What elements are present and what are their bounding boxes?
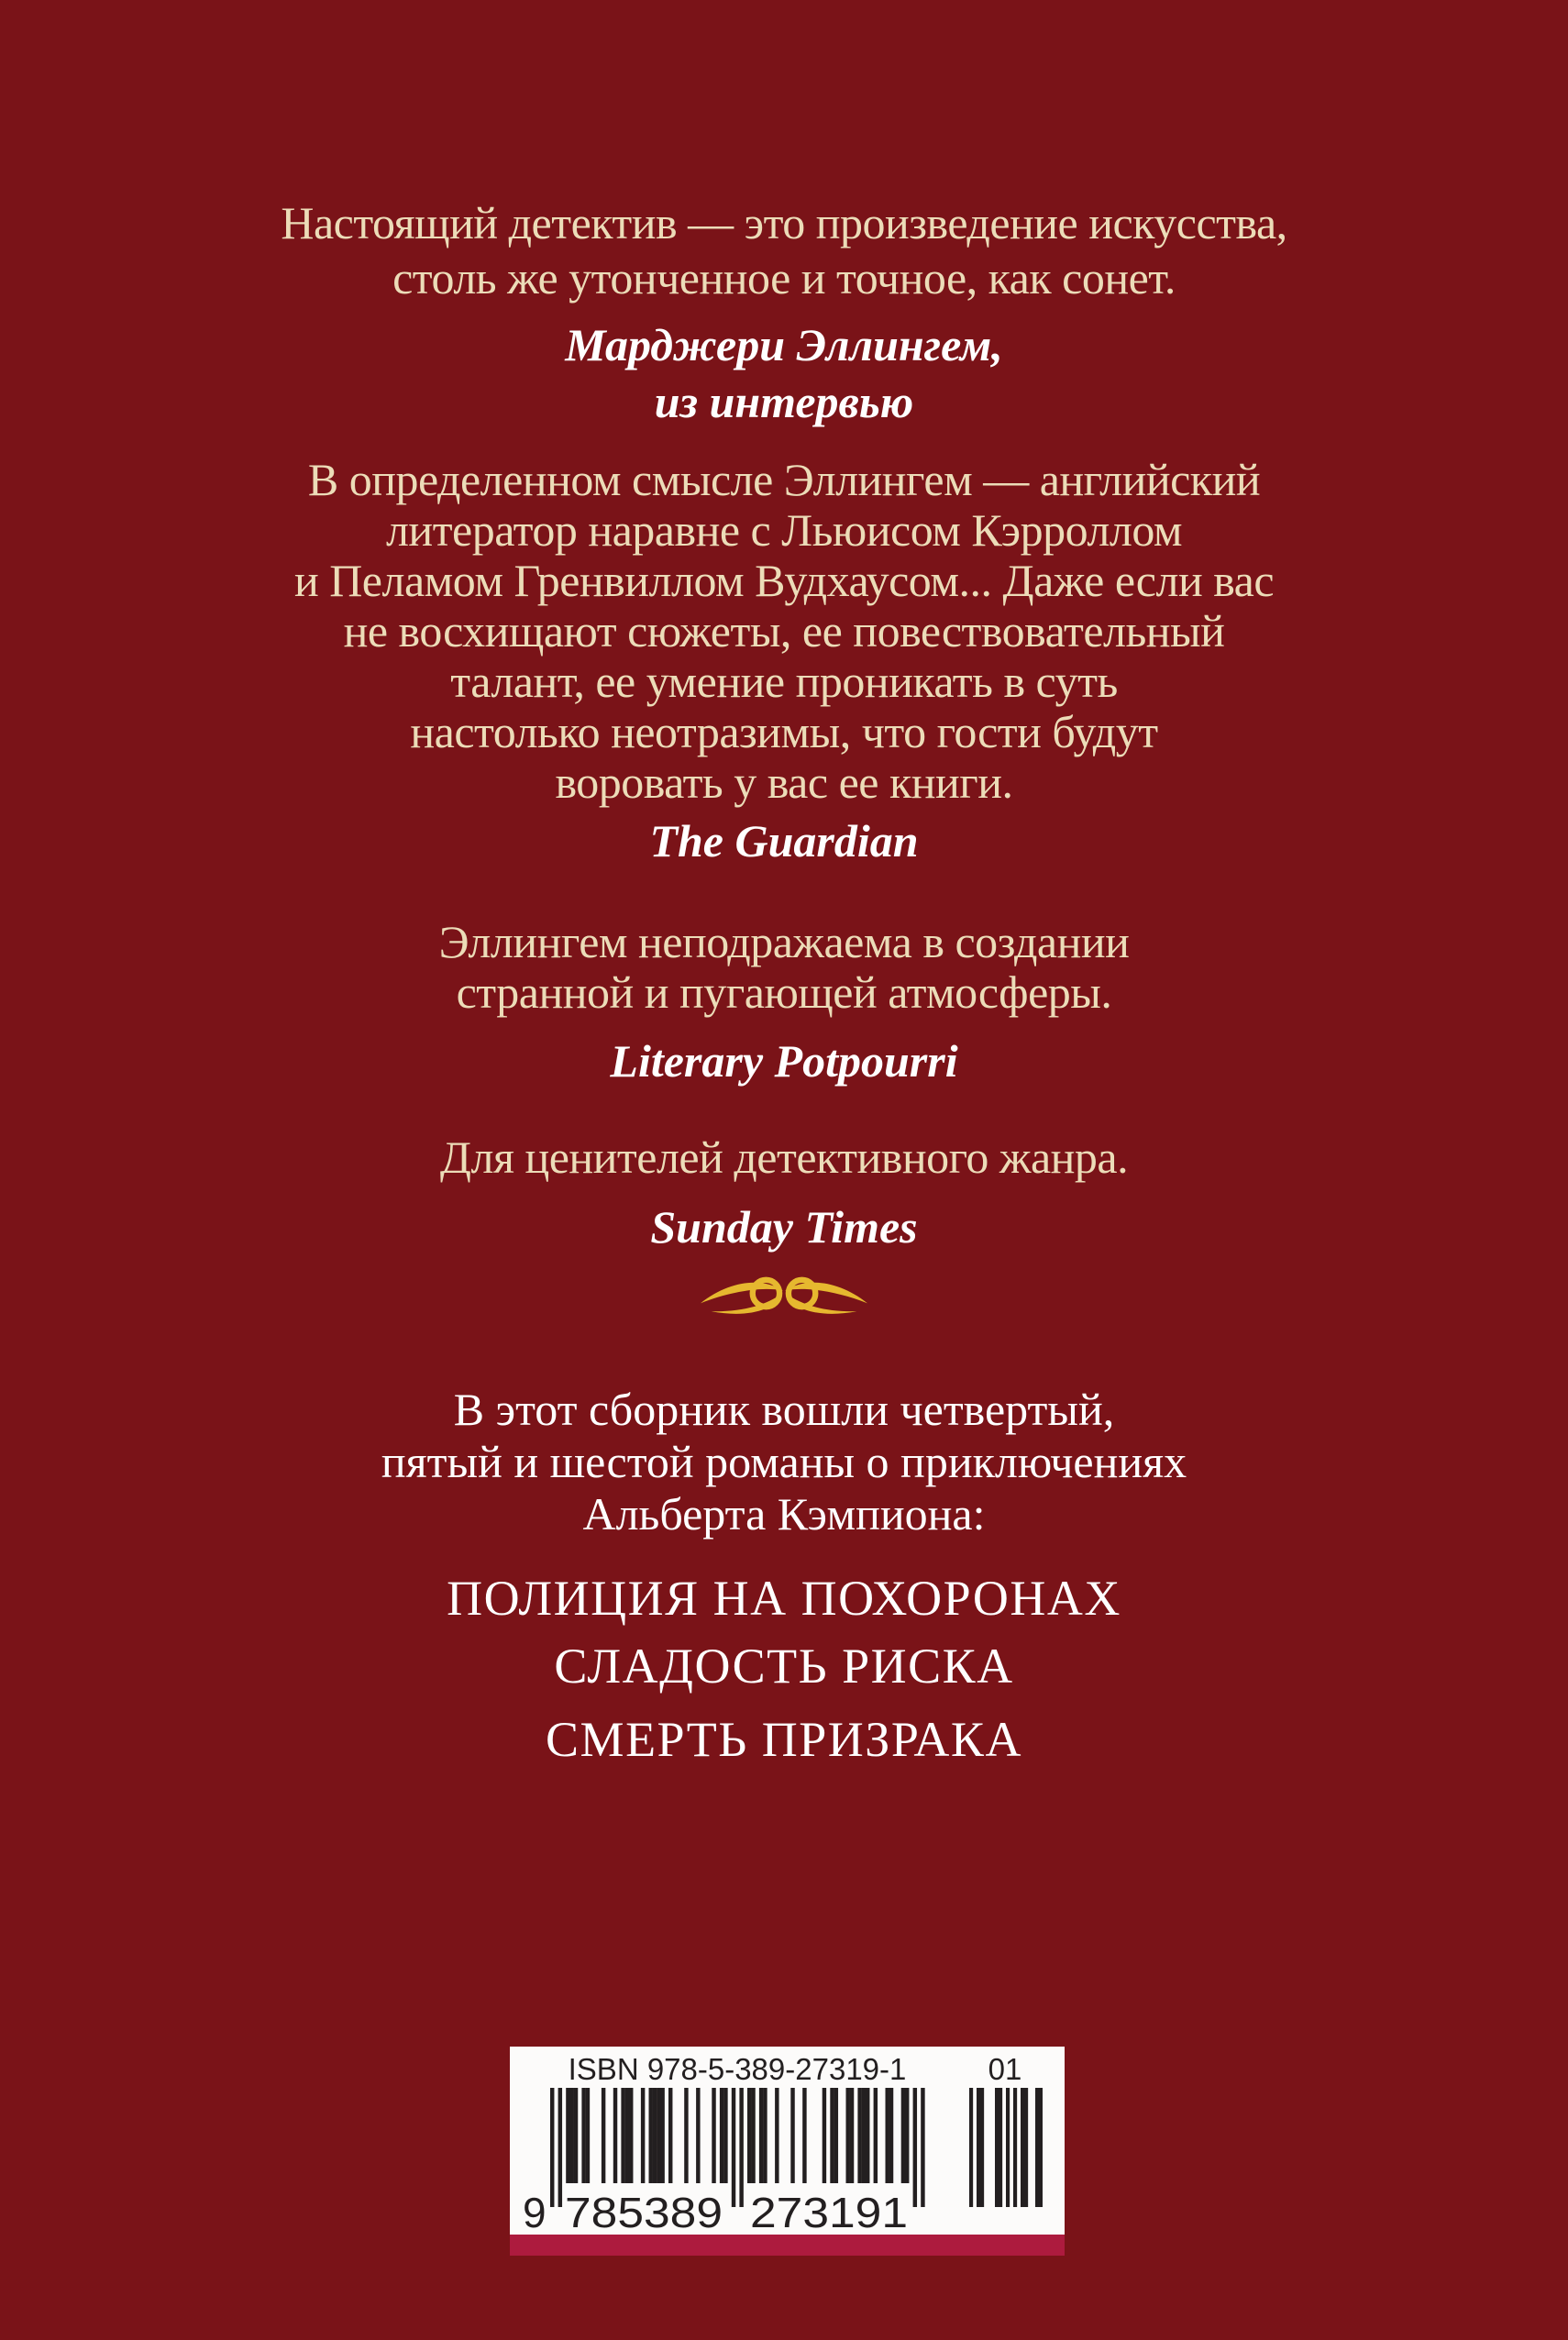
barcode-bar [641,2088,645,2183]
barcode-bar [866,2088,869,2183]
text-line: Марджери Эллингем, [565,319,1003,370]
barcode-digits: 785389 [565,2189,723,2233]
barcode-bar [763,2088,767,2183]
novel-title-1: ПОЛИЦИЯ НА ПОХОРОНАХ [447,1571,1121,1626]
barcode-bar [850,2088,854,2183]
barcode-bar [550,2088,554,2207]
text-line: столь же утонченное и точное, как сонет. [392,252,1176,304]
quote-1-attribution [0,316,1568,430]
text-line: В этот сборник вошли четвертый, [453,1384,1115,1435]
ean13-barcode [517,2088,928,2233]
barcode-bar [629,2088,633,2183]
quote-3-attribution [0,1034,1568,1087]
flourish-divider [0,1271,1568,1320]
text-line: из интервью [654,376,914,427]
barcode-bar [980,2088,984,2207]
barcode-bar [602,2088,605,2183]
text-line: настолько неотразимы, что гости будут [410,706,1158,757]
quote-2-attribution [0,814,1568,867]
quote-4-text [0,1131,1568,1184]
barcode-bar [846,2088,850,2183]
barcode-bar [574,2088,578,2183]
ean2-addon-barcode [966,2088,1043,2207]
novel-title-2: СЛАДОСТЬ РИСКА [554,1639,1014,1694]
barcode-bar [581,2088,585,2183]
text-line: Настоящий детектив — это произведение искусства, [281,197,1287,248]
quote-4-attribution [0,1200,1568,1253]
barcode-bar [1006,2088,1010,2207]
text-line: не восхищают сюжеты, ее повествовательный [343,605,1225,657]
barcode-bar [621,2088,624,2183]
barcode-bar [995,2088,999,2207]
barcode-bar [558,2088,562,2207]
barcode-bar [1035,2088,1039,2207]
barcode-bar [834,2088,838,2183]
text-line: воровать у вас ее книги. [555,756,1013,808]
text-line: Альберта Кэмпиона: [582,1488,986,1540]
barcode-bar [759,2088,763,2183]
barcode-bar [775,2088,778,2183]
barcode-bar [657,2088,660,2183]
barcode-bar [1039,2088,1043,2207]
barcode-bar [649,2088,653,2183]
barcode-bar [712,2088,715,2183]
barcode-bar [625,2088,629,2183]
flourish-right-half [785,1280,867,1314]
text-line: The Guardian [649,815,919,866]
text-line: В определенном смысле Эллингем — английский [307,454,1261,505]
barcode-bar [862,2088,866,2183]
quote-3-text [0,917,1568,1018]
barcode-bar [586,2088,590,2183]
barcode-bar [874,2088,878,2183]
quote-1-text [0,195,1568,305]
text-line: и Пеламом Гренвиллом Вудхаусом... Даже если вас [293,555,1275,606]
barcode-bar [790,2088,794,2183]
barcode-bar [921,2088,924,2207]
crimson-strip [510,2235,1065,2256]
barcode-bar [653,2088,657,2183]
text-line: странной и пугающей атмосферы. [456,966,1112,1018]
barcode-bar [566,2088,569,2183]
barcode-addon-label: 01 [988,2052,1022,2086]
text-line: Для ценителей детективного жанра. [439,1131,1129,1183]
text-line: литератор наравне с Льюисом Кэрроллом [385,504,1183,556]
barcode-bar [668,2088,672,2183]
barcode-bar [830,2088,834,2183]
barcode-bar [889,2088,893,2183]
isbn-label: ISBN 978-5-389-27319-1 [568,2052,907,2086]
barcode-bar [696,2088,700,2183]
barcode-bar [660,2088,664,2183]
barcode-bar [1013,2088,1017,2207]
barcode-bar [570,2088,574,2183]
barcode-bar [720,2088,723,2183]
barcode-bar [999,2088,1002,2207]
barcode-digits: 273191 [750,2189,908,2233]
isbn-barcode-panel [510,2047,1065,2256]
barcode-bar [732,2088,735,2207]
barcode-bar [886,2088,889,2183]
barcode-bar [739,2088,743,2207]
barcode-bar [1021,2088,1024,2207]
flourish-left-half [701,1280,783,1314]
barcode-digits: 9 [523,2189,547,2233]
barcode-bar [1024,2088,1028,2207]
collection-intro [0,1384,1568,1540]
flourish-divider-icon [699,1271,869,1320]
text-line: пятый и шестой романы о приключениях [381,1436,1187,1487]
barcode-bar [905,2088,909,2183]
barcode-bar [684,2088,688,2183]
barcode-bar [751,2088,755,2183]
barcode-bar [901,2088,905,2183]
text-line: талант, ее умение проникать в суть [450,656,1118,707]
barcode-bar [747,2088,751,2183]
barcode-bar [613,2088,617,2183]
quote-2-text [0,455,1568,808]
barcode-bar [969,2088,973,2207]
barcode-bar [802,2088,806,2183]
barcode-bar [723,2088,727,2183]
barcode-bar [823,2088,826,2183]
barcode-bar [977,2088,980,2207]
text-line: Literary Potpourri [610,1035,958,1087]
barcode-bar [913,2088,917,2207]
text-line: Sunday Times [650,1201,918,1253]
text-line: Эллингем неподражаема в создании [438,916,1130,967]
barcode-bar [857,2088,861,2183]
novel-title-3: СМЕРТЬ ПРИЗРАКА [546,1712,1022,1767]
